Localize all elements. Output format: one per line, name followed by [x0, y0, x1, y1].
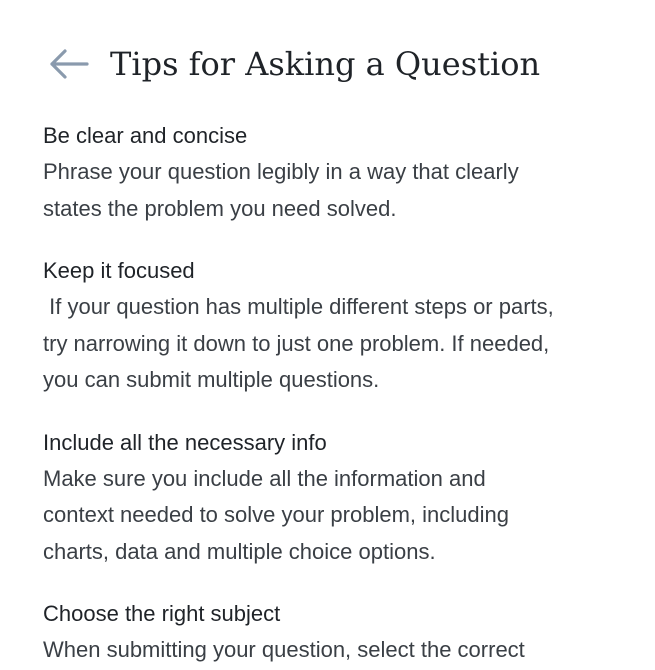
tip-body: When submitting your question, select the correct [43, 637, 525, 662]
tip-heading: Include all the necessary info [43, 429, 327, 455]
tip-heading: Keep it focused [43, 258, 195, 283]
tip-keep-focused [43, 253, 623, 399]
tip-body: Phrase your question legibly in a way that clearly states the problem you need solved. [43, 159, 519, 221]
tip-heading: Choose the right subject [43, 601, 281, 626]
tips-list [43, 118, 623, 670]
tip-necessary-info [43, 425, 623, 571]
tip-heading: Be clear and concise [43, 123, 248, 148]
arrow-left-icon [47, 47, 89, 81]
tip-body: If your question has multiple different steps or parts, try narrowing it down to just one problem. If needed, you can submit multiple questions. [43, 294, 554, 392]
tip-clear-concise [43, 118, 623, 227]
page-title: Tips for Asking a Question [110, 45, 541, 83]
tip-body: Make sure you include all the information and context needed to solve your problem, including charts, data and multiple choice options. [43, 465, 509, 564]
back-button[interactable] [44, 44, 92, 84]
header [0, 0, 655, 120]
tip-right-subject [43, 596, 623, 669]
